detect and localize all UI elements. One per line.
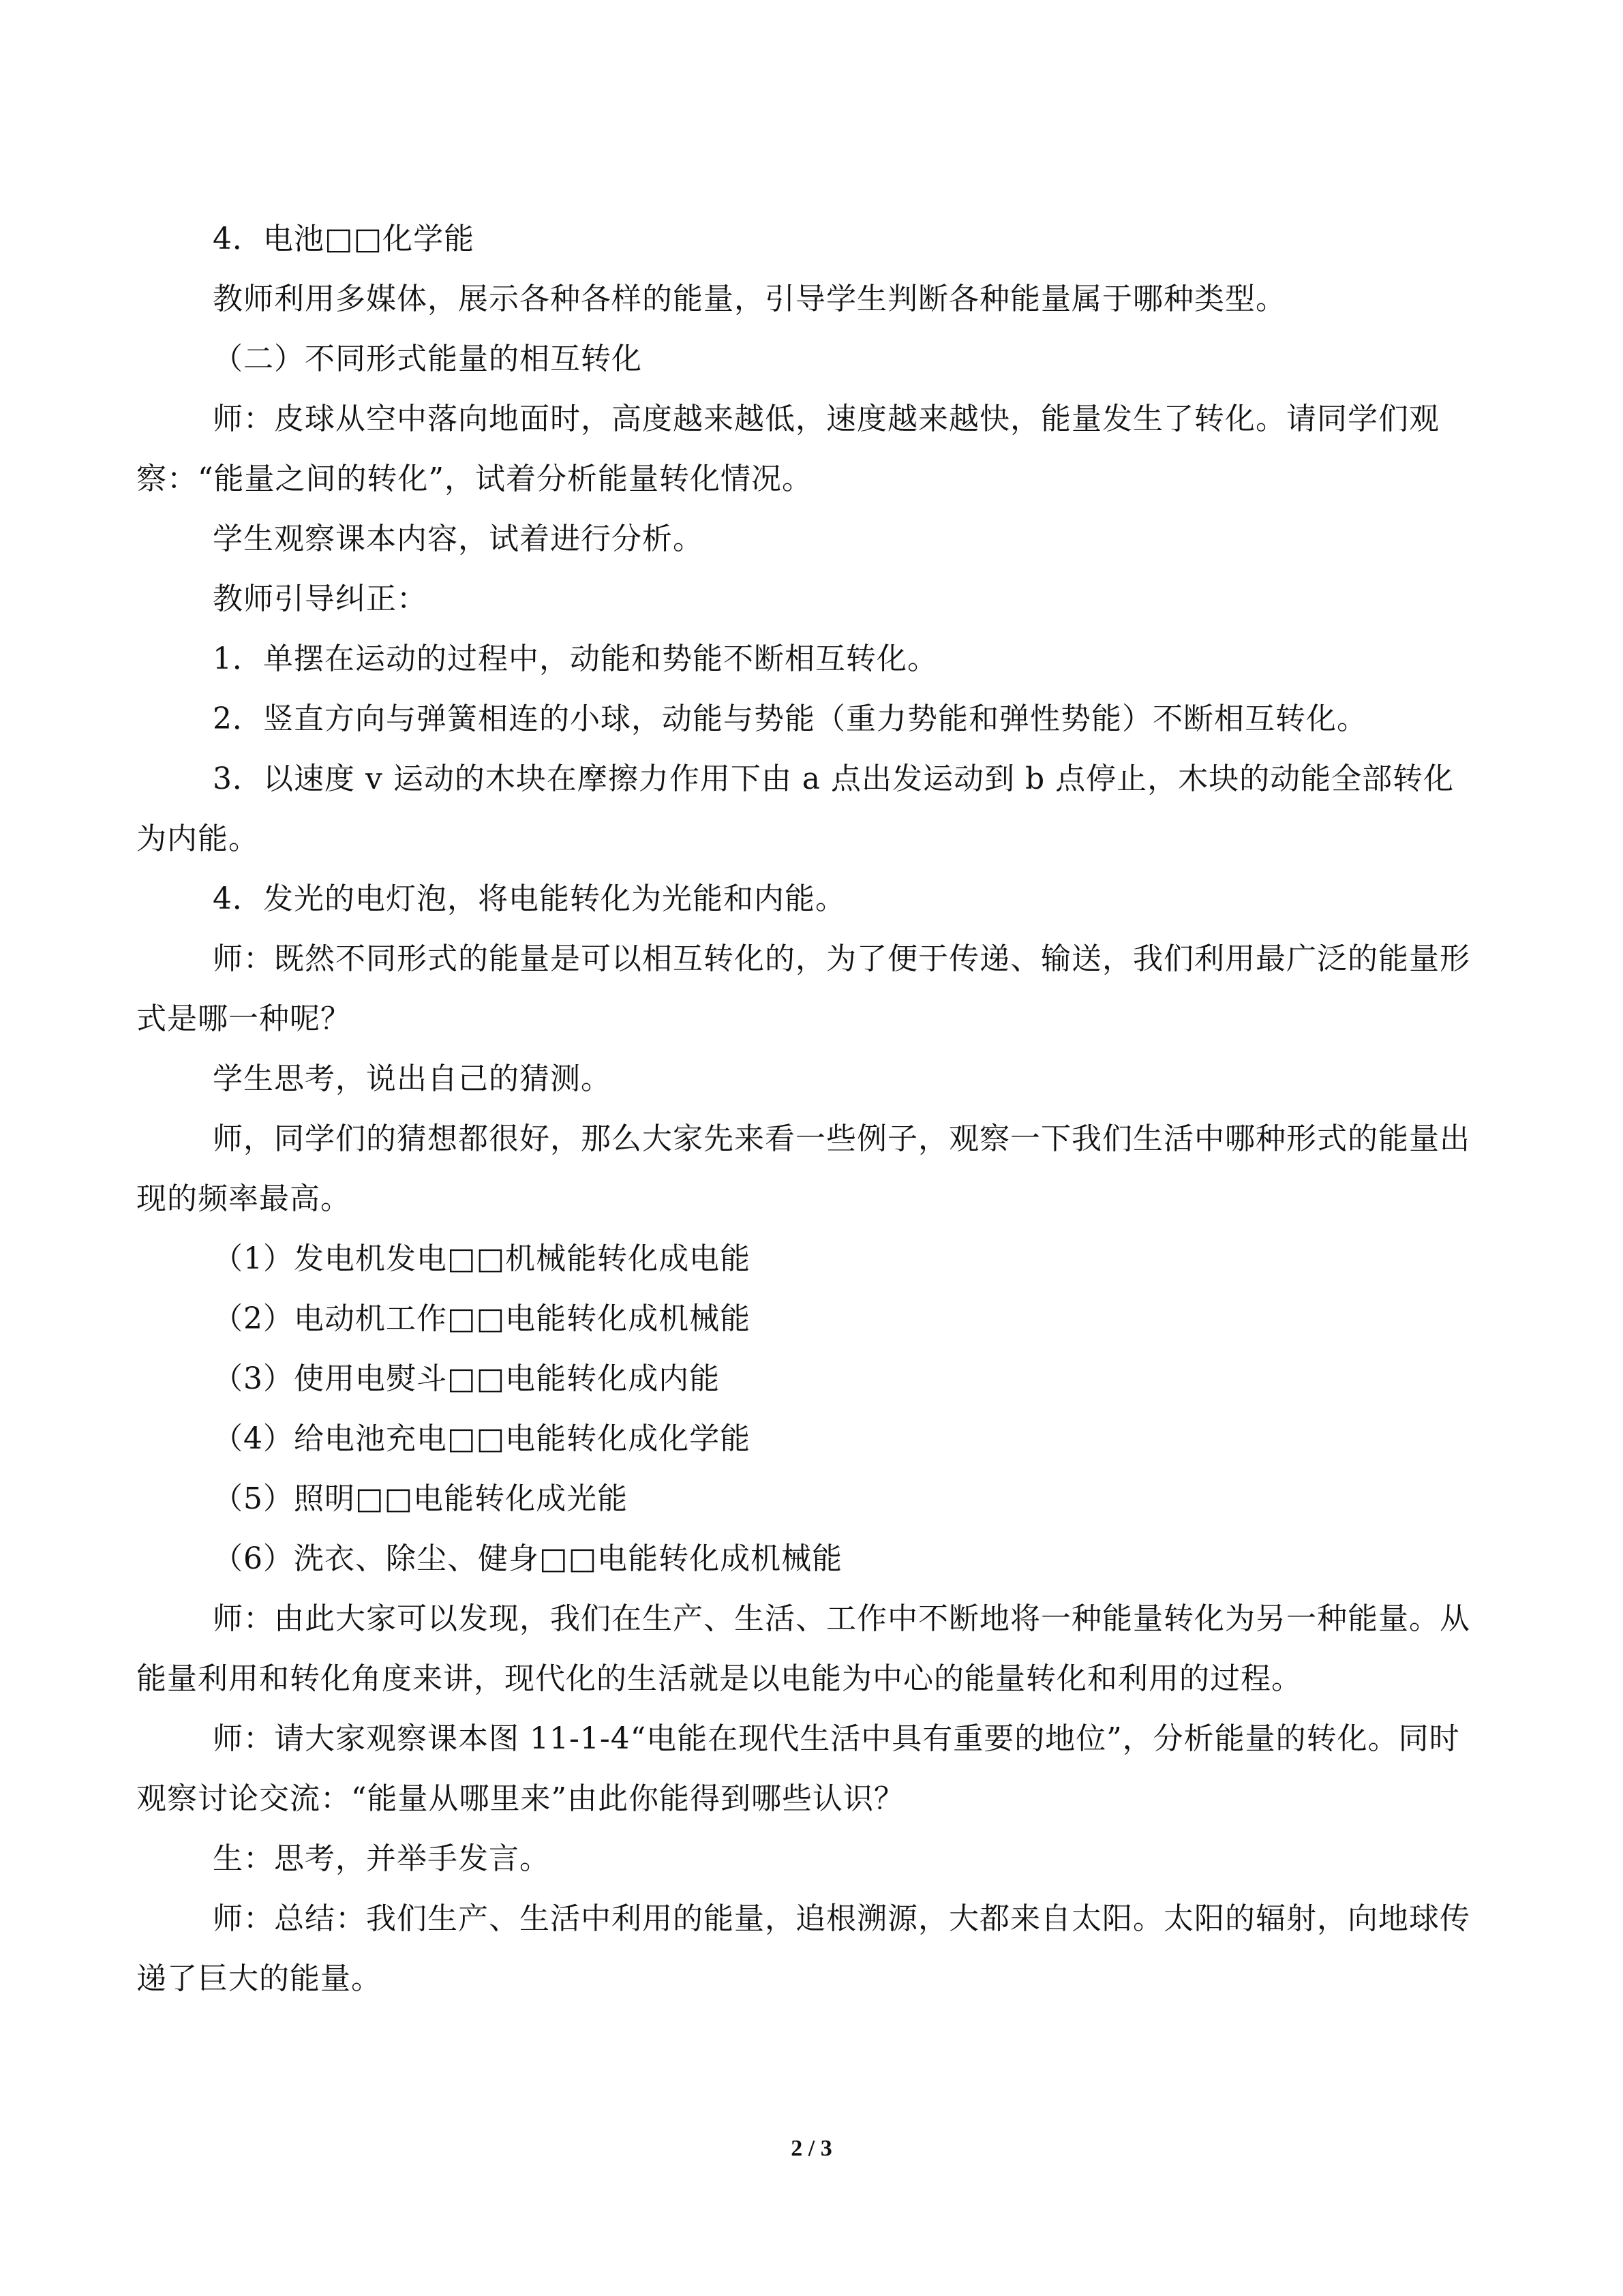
list-item: （6）洗衣、除尘、健身□□电能转化成机械能 xyxy=(213,1541,843,1576)
paragraph: 师：总结：我们生产、生活中利用的能量，追根溯源，大都来自太阳。太阳的辐射，向地球传递了巨大的能量。 xyxy=(136,1901,1470,1996)
list-item: （1）发电机发电□□机械能转化成电能 xyxy=(213,1241,751,1276)
list-item: 4．发光的电灯泡，将电能转化为光能和内能。 xyxy=(213,881,846,916)
list-item: （3）使用电熨斗□□电能转化成内能 xyxy=(213,1361,721,1396)
paragraph: 生：思考，并举手发言。 xyxy=(213,1841,550,1876)
paragraph: 学生思考，说出自己的猜测。 xyxy=(213,1061,611,1096)
section-heading: （二）不同形式能量的相互转化 xyxy=(213,342,642,376)
paragraph: 4．电池□□化学能 xyxy=(213,222,475,256)
paragraph: 教师引导纠正： xyxy=(213,581,427,616)
list-item: 2．竖直方向与弹簧相连的小球，动能与势能（重力势能和弹性势能）不断相互转化。 xyxy=(213,701,1367,736)
paragraph: 学生观察课本内容，试着进行分析。 xyxy=(213,522,703,556)
page-number: 2 / 3 xyxy=(791,2136,832,2161)
paragraph: 师：请大家观察课本图 11-1-4“电能在现代生活中具有重要的地位”，分析能量的转化。同时观察讨论交流：“能量从哪里来”由此你能得到哪些认识？ xyxy=(136,1721,1460,1816)
paragraph: 师：由此大家可以发现，我们在生产、生活、工作中不断地将一种能量转化为另一种能量。从能量利用和转化角度来讲，现代化的生活就是以电能为中心的能量转化和利用的过程。 xyxy=(136,1601,1470,1696)
list-item: 3．以速度 v 运动的木块在摩擦力作用下由 a 点出发运动到 b 点停止，木块的动能全部转化为内能。 xyxy=(136,761,1455,856)
list-item: （4）给电池充电□□电能转化成化学能 xyxy=(213,1421,751,1456)
paragraph: 师：既然不同形式的能量是可以相互转化的，为了便于传递、输送，我们利用最广泛的能量形式是哪一种呢？ xyxy=(136,941,1470,1036)
document-body xyxy=(136,209,1472,2009)
list-item: 1．单摆在运动的过程中，动能和势能不断相互转化。 xyxy=(213,641,938,676)
list-item: （2）电动机工作□□电能转化成机械能 xyxy=(213,1301,751,1336)
list-item: （5）照明□□电能转化成光能 xyxy=(213,1481,628,1516)
paragraph: 师：皮球从空中落向地面时，高度越来越低，速度越来越快，能量发生了转化。请同学们观察：“能量之间的转化”，试着分析能量转化情况。 xyxy=(136,402,1440,496)
paragraph: 师，同学们的猜想都很好，那么大家先来看一些例子，观察一下我们生活中哪种形式的能量出现的频率最高。 xyxy=(136,1121,1470,1216)
paragraph: 教师利用多媒体，展示各种各样的能量，引导学生判断各种能量属于哪种类型。 xyxy=(213,282,1286,316)
